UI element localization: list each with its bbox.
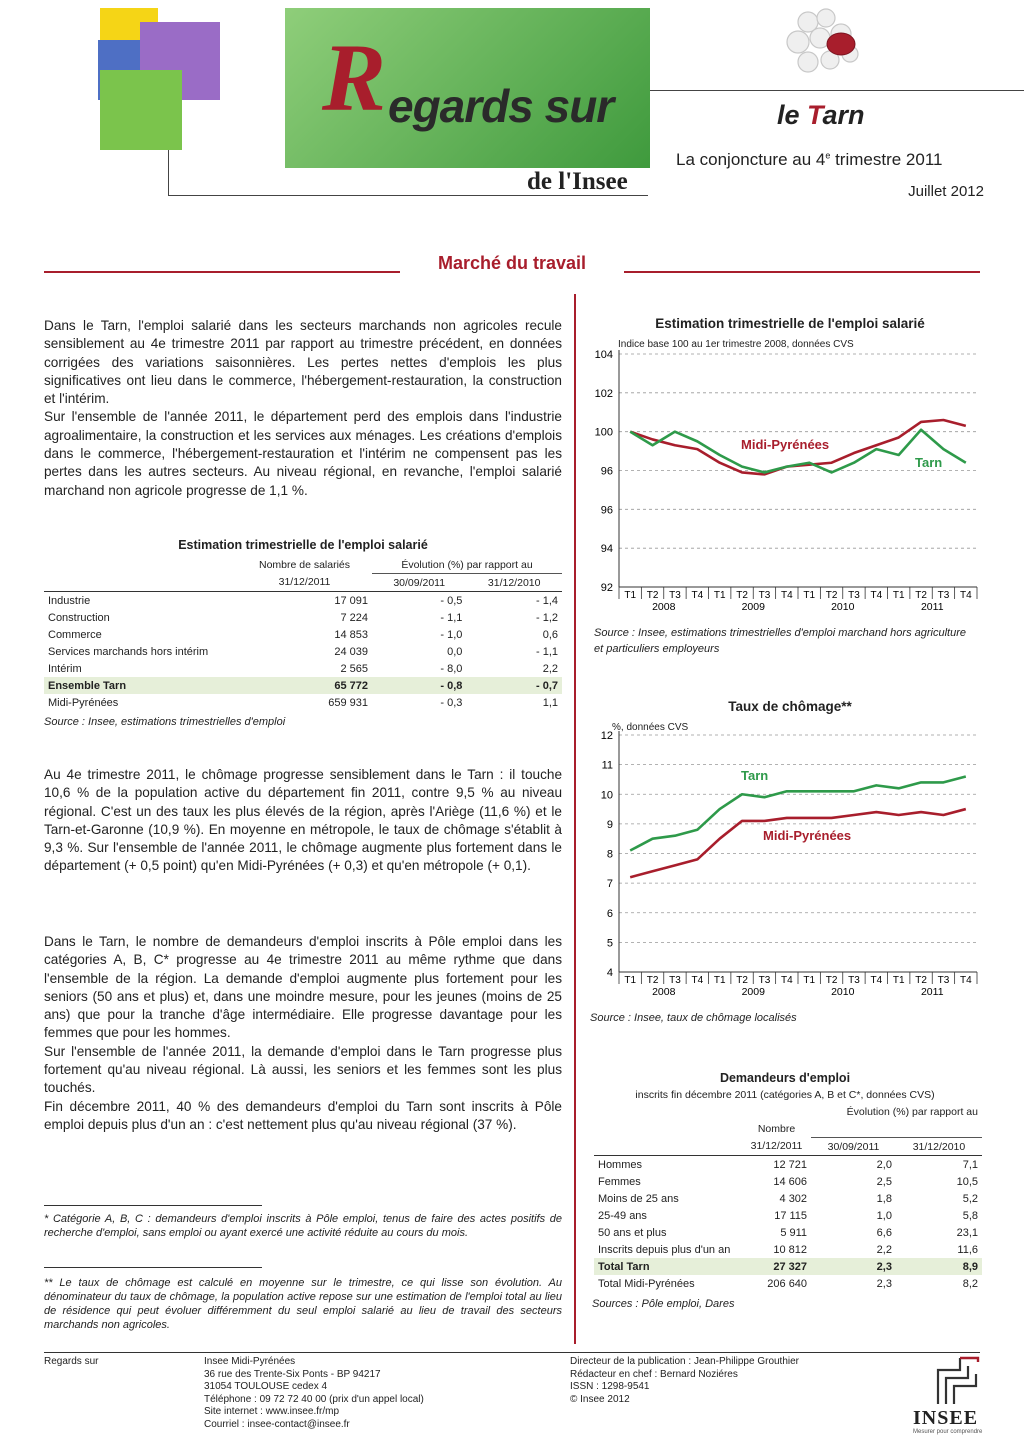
y-tick-label: 11 [601, 759, 613, 772]
table2-cell-count: 4 302 [779, 1192, 808, 1205]
table2-cell-count: 10 812 [773, 1243, 808, 1256]
x-tick-label: T4 [959, 975, 972, 986]
x-tick-label: T3 [937, 590, 950, 601]
insee-logo-tagline: Mesurer pour comprendre [913, 1429, 983, 1435]
table1-row [44, 643, 562, 660]
table2-cell-q: 2,3 [811, 1258, 896, 1275]
table2-cell-y: 23,1 [956, 1226, 978, 1239]
table1-row [44, 592, 562, 610]
x-tick-label: T1 [624, 975, 637, 986]
table1-cell-count: 659 931 [328, 696, 369, 709]
chart1-source: Source : Insee, estimations trimestrielles d'emploi marchand hors agriculture et particuliers employeurs [594, 627, 966, 655]
table1-row [44, 677, 562, 694]
y-tick-label: 5 [606, 937, 613, 950]
table1-row [44, 694, 562, 711]
table1-title: Estimation trimestrielle de l'emploi salarié [178, 538, 428, 552]
table1-cell-label: Commerce [48, 628, 102, 641]
y-tick-label: 96 [600, 465, 613, 478]
x-tick-label: T2 [646, 590, 659, 601]
table1-cell-y: 0,6 [542, 628, 558, 641]
table2-cell-q: 1,0 [876, 1209, 892, 1222]
logo-letter-r: R [322, 24, 387, 131]
table1-cell-count: 17 091 [334, 594, 369, 607]
footer-website-link[interactable]: Site internet : www.insee.fr/mp [204, 1406, 340, 1417]
y-tick-label: 96 [600, 504, 613, 517]
year-label: 2009 [741, 601, 765, 613]
conjoncture-subtitle: La conjoncture au 4e trimestre 2011 [676, 150, 943, 169]
jobseekers-table: Évolution (%) par rapport au Nombre 31/12/2011 30/09/2011 31/12/2010 Hommes 12 721 2,0 7,1 Femmes 14 606 2,5 10,5 Moins de 25 ans 4 302 1,8 5,2 25-49 ans 17 115 1,0 5,8 50 ans et plus 5 911 6,6 23,1 Inscrits depuis plus d'un an 10 812 2,2 11,6 Total Tarn 27 327 2,3 8,9 Total Midi-Pyrénées 206 640 2,3 8,2 [594, 1103, 982, 1292]
table2-cell-label: Femmes [598, 1175, 641, 1188]
chart1-title: Estimation trimestrielle de l'emploi salarié [655, 316, 925, 331]
y-tick-label: 8 [606, 848, 613, 861]
x-tick-label: T1 [713, 590, 726, 601]
table2-cell-y: 5,8 [962, 1209, 978, 1222]
series-label: Tarn [741, 768, 769, 783]
x-tick-label: T3 [669, 590, 681, 601]
table2-row [594, 1156, 982, 1174]
x-tick-label: T3 [848, 975, 860, 986]
x-tick-label: T4 [959, 590, 972, 601]
footer-email-link[interactable]: Courriel : insee-contact@insee.fr [204, 1418, 350, 1430]
x-tick-label: T2 [915, 975, 927, 986]
x-tick-label: T1 [803, 590, 816, 601]
table1-cell-label: Midi-Pyrénées [48, 696, 119, 709]
table1-cell-q: - 1,1 [440, 611, 463, 624]
year-label: 2009 [741, 986, 765, 998]
table2-row [594, 1224, 982, 1241]
x-tick-label: T2 [646, 975, 659, 986]
footer-publication: Regards sur [44, 1356, 99, 1367]
table1-cell-count: 65 772 [237, 677, 372, 694]
table2-cell-q: 2,3 [876, 1277, 892, 1290]
year-label: 2010 [831, 601, 855, 613]
x-tick-label: T2 [736, 590, 748, 601]
table2-row [594, 1173, 982, 1190]
intro-paragraph [44, 317, 562, 500]
table2-cell-y: 11,6 [957, 1243, 978, 1256]
x-tick-label: T2 [825, 590, 838, 601]
unemployment-chart [585, 726, 985, 1008]
table1-cell-q: - 8,0 [440, 662, 463, 675]
chart2-source: Source : Insee, taux de chômage localisés [590, 1012, 797, 1024]
series-line-1 [630, 809, 966, 877]
table2-cell-count: 14 606 [773, 1175, 808, 1188]
table1-cell-y: - 1,1 [535, 645, 558, 658]
table2-cell-y: 10,5 [956, 1175, 978, 1188]
y-tick-label: 12 [600, 730, 613, 742]
x-tick-label: T4 [780, 975, 793, 986]
table2-cell-count: 17 115 [774, 1209, 808, 1222]
year-label: 2010 [831, 986, 855, 998]
table1-cell-q: - 0,8 [372, 677, 466, 694]
table2-cell-label: Moins de 25 ans [598, 1192, 679, 1205]
series-label: Midi-Pyrénées [741, 437, 830, 452]
y-tick-label: 104 [594, 349, 613, 361]
logo-title: egards sur [388, 80, 614, 132]
region-map-icon [778, 4, 868, 86]
table2-cell-y: 7,1 [962, 1158, 978, 1171]
x-tick-label: T3 [669, 975, 681, 986]
table2-cell-count: 12 721 [773, 1158, 808, 1171]
x-tick-label: T3 [937, 975, 950, 986]
table1-cell-label: Ensemble Tarn [44, 677, 237, 694]
table2-cell-label: 50 ans et plus [598, 1226, 667, 1239]
table1-cell-q: - 0,3 [440, 696, 463, 709]
table2-cell-y: 8,2 [962, 1277, 978, 1290]
table1-cell-y: - 1,2 [535, 611, 558, 624]
x-tick-label: T1 [803, 975, 816, 986]
table1-h-count: Nombre de salariés [258, 558, 351, 571]
x-tick-label: T4 [780, 590, 793, 601]
table1-cell-label: Intérim [48, 662, 82, 675]
table2-cell-q: 2,2 [876, 1243, 892, 1256]
table1-cell-label: Services marchands hors intérim [48, 645, 209, 658]
table1-cell-count: 14 853 [334, 628, 369, 641]
section-title: Marché du travail [437, 253, 587, 273]
table1-cell-q: - 0,5 [440, 594, 463, 607]
table2-cell-label: Total Tarn [594, 1258, 742, 1275]
x-tick-label: T1 [892, 590, 905, 601]
year-label: 2011 [920, 601, 944, 613]
x-tick-label: T4 [691, 975, 704, 986]
x-tick-label: T3 [758, 590, 771, 601]
table1-cell-count: 2 565 [340, 662, 369, 675]
x-tick-label: T3 [848, 590, 860, 601]
table2-row [594, 1207, 982, 1224]
table1-source: Source : Insee, estimations trimestrielles d'emploi [44, 716, 286, 728]
x-tick-label: T4 [870, 590, 883, 601]
table2-cell-count: 5 911 [780, 1226, 808, 1239]
year-label: 2011 [920, 986, 944, 998]
table2-cell-q: 6,6 [876, 1226, 892, 1239]
x-tick-label: T1 [624, 590, 637, 601]
table2-row [594, 1241, 982, 1258]
x-tick-label: T2 [825, 975, 838, 986]
footnote-category: * Catégorie A, B, C : demandeurs d'emploi inscrits à Pôle emploi, tenus de faire des actes positifs de recherche d'emploi, sans emploi ou ayant exercé une activité réduite au cours du mois. [44, 1213, 562, 1239]
series-label: Tarn [915, 455, 943, 470]
y-tick-label: 7 [606, 878, 613, 891]
table2-cell-label: Total Midi-Pyrénées [598, 1277, 695, 1290]
chart2-title: Taux de chômage** [728, 699, 852, 714]
x-tick-label: T4 [870, 975, 883, 986]
paragraph-6: Fin décembre 2011, 40 % des demandeurs d'emploi du Tarn sont inscrits à Pôle emploi depuis plus d'un an : c'est nettement plus qu'au niveau régional (37 %). [44, 1098, 562, 1132]
publication-date: Juillet 2012 [908, 183, 984, 200]
year-label: 2008 [652, 986, 676, 998]
chart2-subtitle: %, données CVS [612, 722, 689, 733]
chart1-subtitle: Indice base 100 au 1er trimestre 2008, données CVS [618, 339, 854, 350]
paragraph-1: Dans le Tarn, l'emploi salarié dans les secteurs marchands non agricoles recule sensiblement au 4e trimestre 2011 par rapport au trimestre précédent, en données corrigées des variations saisonnières. Les pertes nettes d'emplois les plus significatives ont lieu dans le commerce, l'hébergement-restauration, la construction et l'intérim. [44, 318, 562, 407]
y-tick-label: 10 [600, 789, 613, 802]
table2-cell-q: 2,5 [876, 1175, 892, 1188]
y-tick-label: 92 [600, 582, 613, 594]
table2-subtitle: inscrits fin décembre 2011 (catégories A, B et C*, données CVS) [635, 1089, 935, 1101]
table1-cell-y: - 1,4 [535, 594, 558, 607]
y-tick-label: 6 [606, 907, 613, 920]
y-tick-label: 4 [606, 967, 613, 979]
table2-cell-q: 1,8 [876, 1192, 892, 1205]
table2-row [594, 1258, 982, 1275]
table1-row [44, 626, 562, 643]
table2-cell-label: Hommes [598, 1158, 643, 1171]
table1-cell-q: 0,0 [447, 645, 463, 658]
table2-cell-y: 5,2 [962, 1192, 978, 1205]
table2-cell-y: 8,9 [896, 1258, 982, 1275]
department-title: le Tarn [777, 100, 865, 130]
table2-cell-label: 25-49 ans [598, 1209, 647, 1222]
column-divider [574, 294, 576, 1344]
table1-h-evol: Évolution (%) par rapport au [401, 558, 533, 571]
employment-chart [585, 345, 985, 620]
paragraph-5: Sur l'ensemble de l'année 2011, la demande d'emploi dans le Tarn progresse plus fortement qu'au niveau régional. Là aussi, les seniors et les femmes sont les plus touchés. [44, 1043, 562, 1096]
table2-source: Sources : Pôle emploi, Dares [592, 1298, 735, 1310]
x-tick-label: T4 [691, 590, 704, 601]
paragraph-4: Dans le Tarn, le nombre de demandeurs d'emploi inscrits à Pôle emploi dans les catégories A, B, C* progresse au 4e trimestre 2011 au même rythme que dans l'ensemble de la région. La demande d'emploi augmente plus fortement pour les seniors (50 ans et plus) et, dans une moindre mesure, pour les jeunes (moins de 25 ans) que pour la tranche d'âge intermédiaire. Elle progresse davantage pour les femmes que pour les hommes. [44, 934, 562, 1041]
year-label: 2008 [652, 601, 676, 613]
logo-square-green [100, 70, 182, 150]
employment-table: Nombre de salariés Évolution (%) par rapport au 31/12/2011 30/09/2011 31/12/2010 Industrie 17 091 - 0,5 - 1,4 Construction 7 224 - 1,1 - 1,2 Commerce 14 853 - 1,0 0,6 Services marchands hors intérim 24 039 0,0 - 1,1 Intérim 2 565 - 8,0 2,2 Ensemble Tarn 65 772 - 0,8 - 0,7 Midi-Pyrénées 659 931 - 0,3 1,1 [44, 556, 562, 711]
unemployment-paragraph [44, 766, 562, 876]
x-tick-label: T2 [915, 590, 927, 601]
y-tick-label: 102 [594, 387, 613, 400]
table2-row [594, 1275, 982, 1292]
footer-credits: Directeur de la publication : Jean-Philippe Grouthier Rédacteur en chef : Bernard Noziéres ISSN : 1298-9541 © Insee 2012 [570, 1356, 800, 1405]
x-tick-label: T2 [736, 975, 748, 986]
table2-cell-q: 2,0 [876, 1158, 892, 1171]
table1-row [44, 660, 562, 677]
table2-row [594, 1190, 982, 1207]
table1-cell-label: Industrie [48, 594, 91, 607]
table1-row [44, 609, 562, 626]
paragraph-3: Au 4e trimestre 2011, le chômage progresse sensiblement dans le Tarn : il touche 10,6 % de la population active du département fin 2011, contre 9,5 % au niveau régional. C'est un des taux les plus élevés de la région, après l'Ariège (11,6 %) et le Tarn-et-Garonne (10,9 %). En moyenne en métropole, le taux de chômage s'établit à 9,3 %. Sur l'ensemble de l'année 2011, le chômage augmente plus fortement dans le département (+ 0,5 point) qu'en Midi-Pyrénées (+ 0,3) et qu'en métropole (+ 0,1). [44, 767, 562, 874]
x-tick-label: T1 [713, 975, 726, 986]
y-tick-label: 9 [606, 818, 613, 831]
table1-cell-y: 1,1 [542, 696, 558, 709]
table1-cell-count: 7 224 [340, 611, 369, 624]
table2-cell-label: Inscrits depuis plus d'un an [598, 1243, 731, 1256]
footer-address: Insee Midi-Pyrénées 36 rue des Trente-Six Ponts - BP 94217 31054 TOULOUSE cedex 4 Téléphone : 09 72 72 40 00 (prix d'un appel local) Site internet : www.insee.fr/mp Courriel : insee-contact@insee.fr [204, 1356, 424, 1430]
x-tick-label: T3 [758, 975, 771, 986]
y-tick-label: 94 [600, 543, 613, 556]
table1-cell-q: - 1,0 [440, 628, 463, 641]
jobseekers-paragraph [44, 933, 562, 1134]
table2-cell-count: 27 327 [742, 1258, 811, 1275]
x-tick-label: T1 [892, 975, 905, 986]
logo-insee: de l'Insee [527, 168, 628, 195]
footnote-unemployment: ** Le taux de chômage est calculé en moyenne sur le trimestre, ce qui lisse son évolution. Au dénominateur du taux de chômage, la population active repose sur une estimation de l'emploi total au lieu de résidence qui peut évoluer différemment du seul emploi salarié au lieu de travail des secteurs marchands non agricoles. [44, 1277, 562, 1331]
insee-logo-icon [930, 1356, 982, 1408]
table2-title: Demandeurs d'emploi [719, 1071, 851, 1085]
paragraph-2: Sur l'ensemble de l'année 2011, le département perd des emplois dans l'industrie agroalimentaire, la construction et les services aux ménages. Les créations d'emplois dans le commerce, l'hébergement-restauration et l'intérim ne compensent pas les pertes dans les autres secteurs. Au niveau régional, en revanche, l'emploi salarié marchand non agricole progresse de 1,1 %. [44, 409, 562, 498]
table2-cell-count: 206 640 [767, 1277, 808, 1290]
table2-h-evol: Évolution (%) par rapport au [846, 1105, 978, 1118]
table1-cell-count: 24 039 [334, 645, 369, 658]
table1-cell-y: - 0,7 [466, 677, 562, 694]
y-tick-label: 100 [594, 426, 613, 439]
table1-cell-label: Construction [48, 611, 110, 624]
series-label: Midi-Pyrénées [763, 828, 852, 843]
insee-logo-text: INSEE [913, 1407, 979, 1429]
table1-cell-y: 2,2 [542, 662, 558, 675]
